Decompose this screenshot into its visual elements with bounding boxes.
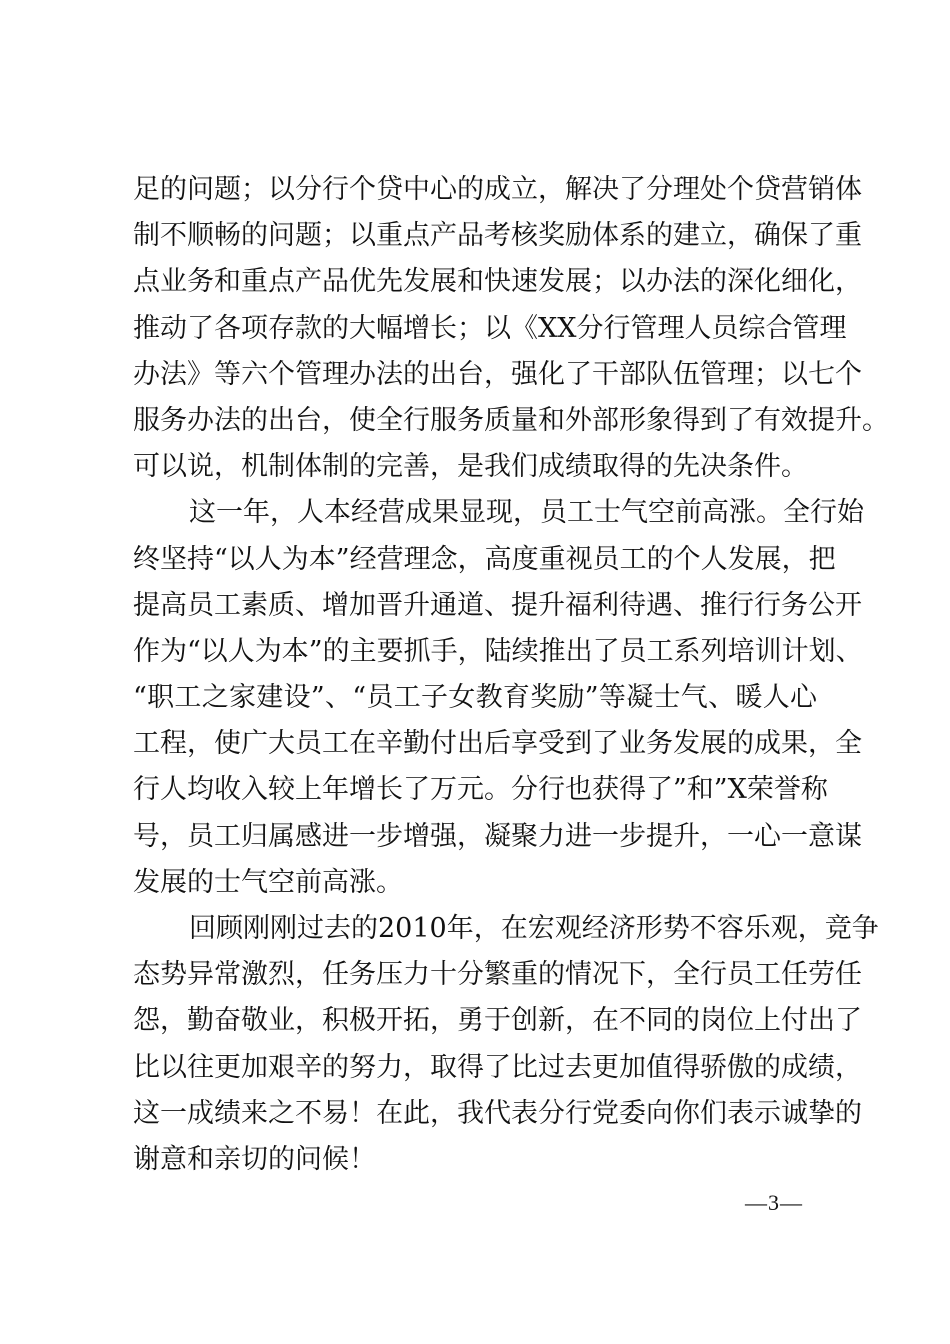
paragraph — [133, 167, 889, 490]
text-line: “职工之家建设”、“员工子女教育奖励”等凝士气、暖人心 — [133, 682, 817, 714]
text-line: 终坚持“以人为本”经营理念，高度重视员工的个人发展，把 — [133, 543, 836, 575]
text-line: 点业务和重点产品优先发展和快速发展；以办法的深化细化， — [133, 266, 862, 298]
text-line: 回顾刚刚过去的2010年，在宏观经济形势不容乐观，竞争 — [189, 913, 879, 944]
text-line: 谢意和亲切的问候！ — [133, 1143, 376, 1175]
document-body — [133, 167, 889, 1183]
text-line: 怨，勤奋敬业，积极开拓，勇于创新，在不同的岗位上付出了 — [133, 1005, 862, 1037]
text-line: 办法》等六个管理办法的出台，强化了干部队伍管理；以七个 — [133, 358, 862, 390]
text-line: 提高员工素质、增加晋升通道、提升福利待遇、推行行务公开 — [133, 589, 862, 621]
text-line: 行人均收入较上年增长了万元。分行也获得了”和”X荣誉称 — [133, 774, 828, 806]
text-line: 发展的士气空前高涨。 — [133, 866, 403, 898]
paragraph — [133, 490, 864, 906]
text-line: 作为“以人为本”的主要抓手，陆续推出了员工系列培训计划、 — [133, 635, 863, 667]
text-line: 足的问题；以分行个贷中心的成立，解决了分理处个贷营销体 — [133, 174, 862, 205]
text-line: 推动了各项存款的大幅增长；以《XX分行管理人员综合管理 — [133, 312, 847, 344]
text-line: 这一年，人本经营成果显现，员工士气空前高涨。全行始 — [189, 497, 864, 529]
text-line: 制不顺畅的问题；以重点产品考核奖励体系的建立，确保了重 — [133, 220, 862, 252]
text-line: 比以往更加艰辛的努力，取得了比过去更加值得骄傲的成绩， — [133, 1051, 862, 1083]
page-number: —3— — [745, 1190, 803, 1215]
text-line: 这一成绩来之不易！在此，我代表分行党委向你们表示诚挚的 — [133, 1097, 862, 1129]
text-line: 态势异常激烈，任务压力十分繁重的情况下，全行员工任劳任 — [133, 959, 862, 991]
text-line: 服务办法的出台，使全行服务质量和外部形象得到了有效提升。 — [133, 404, 889, 436]
text-line: 工程，使广大员工在辛勤付出后享受到了业务发展的成果，全 — [133, 728, 862, 760]
paragraph — [133, 906, 879, 1183]
text-line: 号，员工归属感进一步增强，凝聚力进一步提升，一心一意谋 — [133, 820, 862, 852]
text-line: 可以说，机制体制的完善，是我们成绩取得的先决条件。 — [133, 451, 808, 483]
